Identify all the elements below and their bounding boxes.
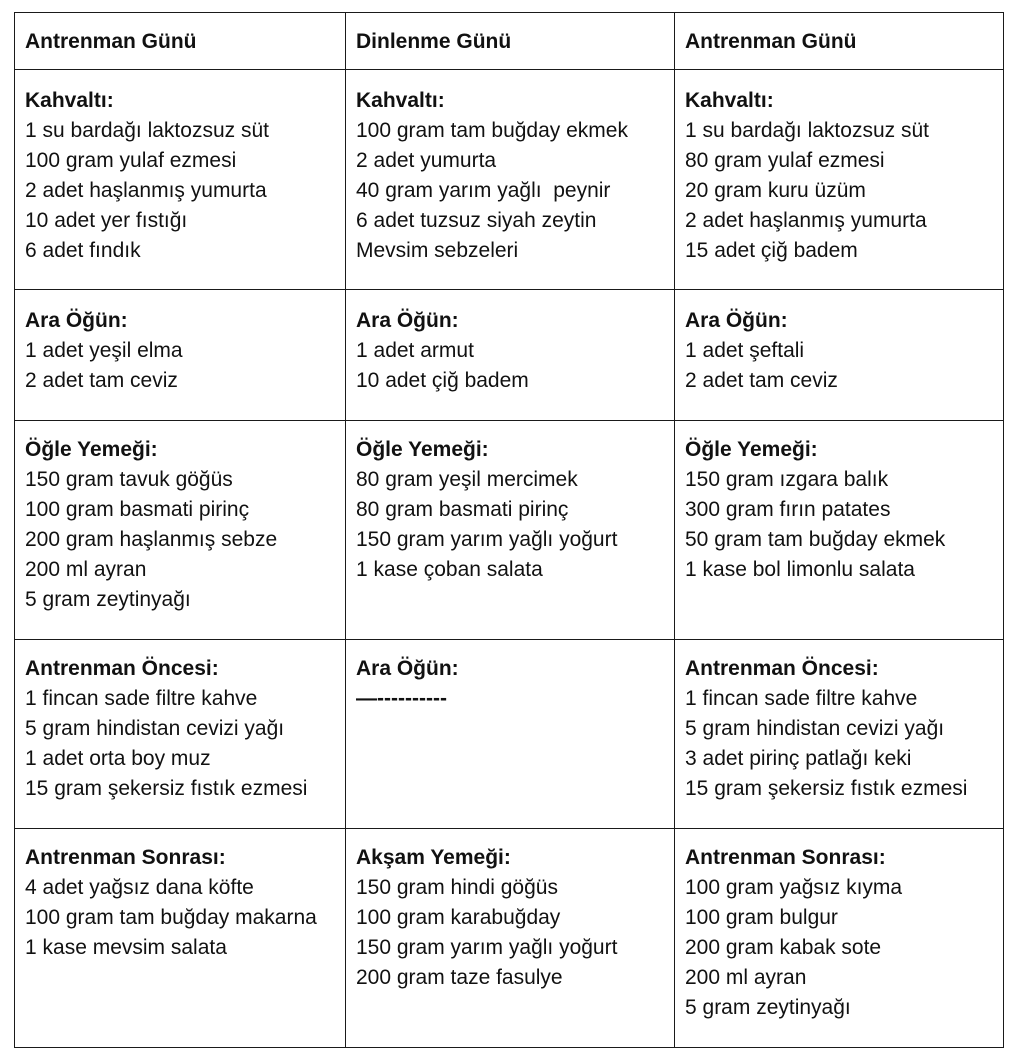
header-cell: Antrenman Günü [15, 13, 346, 70]
meal-plan-table [14, 12, 1004, 1048]
meal-title: Kahvaltı: [25, 89, 114, 112]
meal-cell [15, 70, 346, 290]
meal-cell [675, 290, 1004, 421]
meal-item: 10 adet çiğ badem [356, 369, 529, 392]
meal-cell [346, 640, 675, 829]
meal-item: 2 adet tam ceviz [25, 369, 178, 392]
meal-item: 2 adet tam ceviz [685, 369, 838, 392]
meal-title: Öğle Yemeği: [356, 438, 489, 461]
meal-cell [675, 640, 1004, 829]
meal-item: 80 gram basmati pirinç [356, 498, 569, 521]
meal-cell [675, 829, 1004, 1048]
meal-cell [675, 70, 1004, 290]
meal-plan-body [15, 13, 1004, 1048]
meal-item: 1 su bardağı laktozsuz süt [685, 119, 929, 142]
meal-item: 80 gram yulaf ezmesi [685, 149, 885, 172]
meal-title: Antrenman Sonrası: [25, 846, 226, 869]
meal-item: 200 ml ayran [685, 966, 807, 989]
meal-item: 1 su bardağı laktozsuz süt [25, 119, 269, 142]
meal-item: 1 fincan sade filtre kahve [25, 687, 258, 710]
meal-cell [346, 421, 675, 640]
meal-item: 1 adet orta boy muz [25, 747, 211, 770]
meal-item: 15 gram şekersiz fıstık ezmesi [25, 777, 308, 800]
meal-item: 4 adet yağsız dana köfte [25, 876, 254, 899]
meal-item: 5 gram hindistan cevizi yağı [685, 717, 945, 740]
meal-item: 150 gram tavuk göğüs [25, 468, 233, 491]
meal-item: 150 gram ızgara balık [685, 468, 889, 491]
meal-item: 1 fincan sade filtre kahve [685, 687, 918, 710]
meal-row [15, 421, 1004, 640]
meal-cell [15, 421, 346, 640]
meal-item: 100 gram basmati pirinç [25, 498, 250, 521]
meal-title: Ara Öğün: [356, 309, 459, 332]
meal-item: 1 adet şeftali [685, 339, 805, 362]
meal-item: 100 gram yağsız kıyma [685, 876, 903, 899]
meal-item: 5 gram zeytinyağı [685, 996, 851, 1019]
header-cell: Dinlenme Günü [346, 13, 675, 70]
meal-cell [15, 640, 346, 829]
header-cell: Antrenman Günü [675, 13, 1004, 70]
meal-item: 100 gram yulaf ezmesi [25, 149, 237, 172]
meal-cell [346, 70, 675, 290]
meal-item: 200 gram taze fasulye [356, 966, 563, 989]
meal-item: 1 kase çoban salata [356, 558, 543, 581]
meal-cell [346, 829, 675, 1048]
meal-item: 10 adet yer fıstığı [25, 209, 188, 232]
meal-item: 150 gram yarım yağlı yoğurt [356, 936, 618, 959]
meal-cell [15, 829, 346, 1048]
meal-title: Kahvaltı: [685, 89, 774, 112]
meal-item: 100 gram karabuğday [356, 906, 561, 929]
meal-row [15, 290, 1004, 421]
meal-item: 80 gram yeşil mercimek [356, 468, 578, 491]
meal-item: 1 kase bol limonlu salata [685, 558, 915, 581]
meal-item: 20 gram kuru üzüm [685, 179, 866, 202]
meal-item: 1 adet yeşil elma [25, 339, 183, 362]
meal-title: Antrenman Sonrası: [685, 846, 886, 869]
meal-title: Akşam Yemeği: [356, 846, 511, 869]
meal-item: 1 adet armut [356, 339, 474, 362]
meal-title: Antrenman Öncesi: [25, 657, 219, 680]
meal-title: Ara Öğün: [356, 657, 459, 680]
meal-item: 2 adet haşlanmış yumurta [685, 209, 927, 232]
meal-item: 40 gram yarım yağlı peynir [356, 179, 611, 202]
meal-item: 200 ml ayran [25, 558, 147, 581]
meal-item: 50 gram tam buğday ekmek [685, 528, 946, 551]
meal-title: Ara Öğün: [25, 309, 128, 332]
meal-cell [15, 290, 346, 421]
meal-item: 3 adet pirinç patlağı keki [685, 747, 912, 770]
meal-item: 2 adet haşlanmış yumurta [25, 179, 267, 202]
meal-item: 6 adet tuzsuz siyah zeytin [356, 209, 597, 232]
meal-item: 100 gram tam buğday ekmek [356, 119, 628, 142]
meal-item: 2 adet yumurta [356, 149, 497, 172]
meal-title: Öğle Yemeği: [685, 438, 818, 461]
meal-title: Öğle Yemeği: [25, 438, 158, 461]
meal-item: 100 gram tam buğday makarna [25, 906, 317, 929]
meal-cell [675, 421, 1004, 640]
meal-item: 150 gram yarım yağlı yoğurt [356, 528, 618, 551]
meal-title: Ara Öğün: [685, 309, 788, 332]
meal-row [15, 70, 1004, 290]
meal-item: 5 gram zeytinyağı [25, 588, 191, 611]
meal-item: 1 kase mevsim salata [25, 936, 227, 959]
meal-item: Mevsim sebzeleri [356, 239, 519, 262]
meal-item: 100 gram bulgur [685, 906, 838, 929]
meal-item: 15 gram şekersiz fıstık ezmesi [685, 777, 968, 800]
meal-item: 6 adet fındık [25, 239, 141, 262]
meal-placeholder: —---------- [356, 687, 447, 710]
meal-item: 5 gram hindistan cevizi yağı [25, 717, 285, 740]
meal-row [15, 640, 1004, 829]
meal-item: 150 gram hindi göğüs [356, 876, 558, 899]
meal-row [15, 829, 1004, 1048]
meal-item: 300 gram fırın patates [685, 498, 891, 521]
meal-title: Kahvaltı: [356, 89, 445, 112]
meal-cell [346, 290, 675, 421]
meal-item: 200 gram haşlanmış sebze [25, 528, 278, 551]
meal-title: Antrenman Öncesi: [685, 657, 879, 680]
header-row [15, 13, 1004, 70]
meal-item: 200 gram kabak sote [685, 936, 882, 959]
meal-item: 15 adet çiğ badem [685, 239, 858, 262]
